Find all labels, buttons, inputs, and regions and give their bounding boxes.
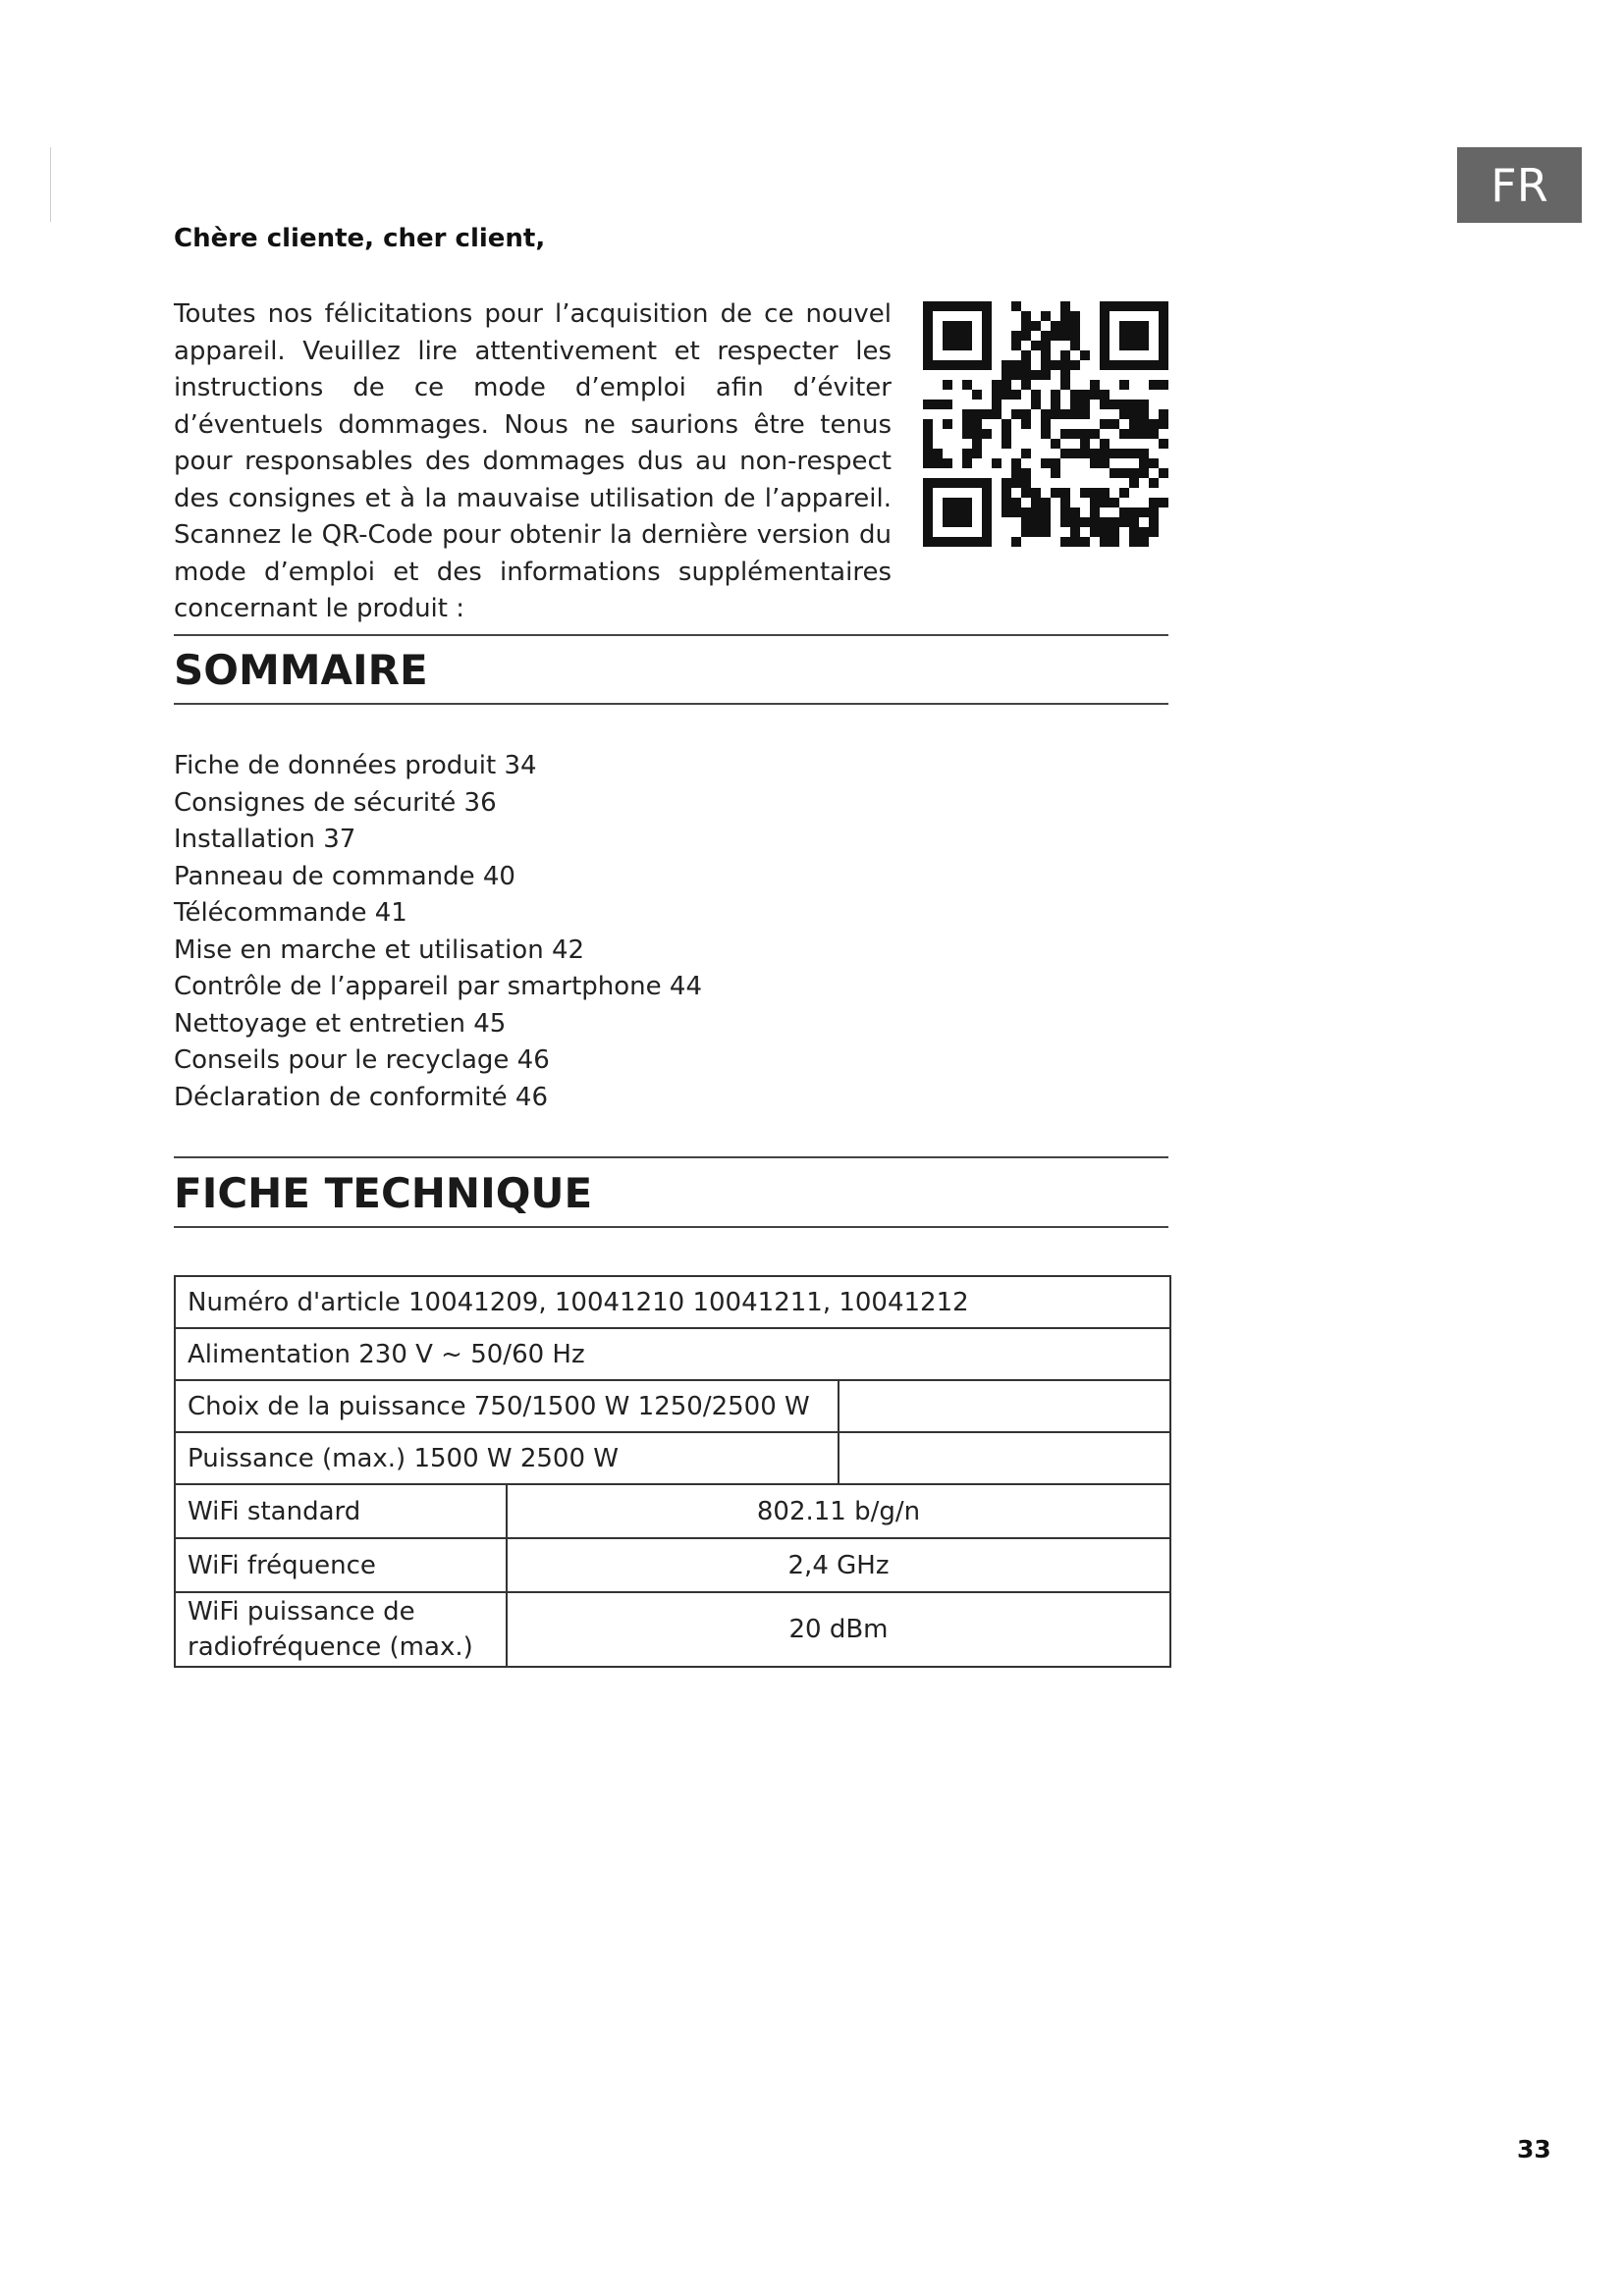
wifi-value: 802.11 b/g/n bbox=[507, 1484, 1170, 1538]
toc-item[interactable]: Fiche de données produit 34 bbox=[174, 751, 537, 780]
fiche-rule-top bbox=[174, 1156, 1168, 1158]
toc-item[interactable]: Installation 37 bbox=[174, 825, 356, 854]
wifi-label: WiFi standard bbox=[175, 1484, 507, 1538]
spec-cell-empty bbox=[839, 1432, 1170, 1484]
sommaire-title: SOMMAIRE bbox=[174, 646, 428, 694]
spec-cell-power-choice: Choix de la puissance 750/1500 W 1250/2500 W bbox=[175, 1380, 839, 1432]
fiche-title: FICHE TECHNIQUE bbox=[174, 1169, 593, 1217]
language-tab: FR bbox=[1457, 147, 1582, 223]
toc-item[interactable]: Nettoyage et entretien 45 bbox=[174, 1008, 507, 1039]
spec-cell-empty bbox=[839, 1380, 1170, 1432]
page-number: 33 bbox=[1517, 2135, 1551, 2163]
table-of-contents bbox=[174, 748, 702, 1116]
wifi-value: 2,4 GHz bbox=[507, 1538, 1170, 1592]
spec-table bbox=[174, 1275, 1171, 1668]
toc-item[interactable]: Mise en marche et utilisation 42 bbox=[174, 934, 585, 965]
toc-item[interactable]: Panneau de commande 40 bbox=[174, 861, 515, 891]
toc-item[interactable]: Contrôle de l’appareil par smartphone 44 bbox=[174, 972, 702, 1001]
table-row bbox=[175, 1276, 1170, 1328]
spec-cell-max-power: Puissance (max.) 1500 W 2500 W bbox=[175, 1432, 839, 1484]
table-row bbox=[175, 1484, 1170, 1538]
qr-code-icon bbox=[923, 301, 1168, 547]
wifi-label: WiFi puissance de radiofréquence (max.) bbox=[175, 1592, 507, 1667]
sommaire-rule-top bbox=[174, 634, 1168, 636]
intro-paragraph: Toutes nos félicitations pour l’acquisition de ce nouvel appareil. Veuillez lire attentivement et respecter les instructions de ce mode d’emploi afin d’éviter d’éventuels dommages. Nous ne saurions être tenus pour responsables des dommages dus au non-respect des consignes et à la mauvaise utilisation de l’appareil. Scannez le QR-Code pour obtenir la dernière version du mode d’emploi et des informations supplémentaires concernant le produit : bbox=[174, 299, 892, 623]
table-row bbox=[175, 1380, 1170, 1432]
table-row bbox=[175, 1592, 1170, 1667]
table-row bbox=[175, 1538, 1170, 1592]
wifi-label: WiFi fréquence bbox=[175, 1538, 507, 1592]
toc-item[interactable]: Conseils pour le recyclage 46 bbox=[174, 1045, 550, 1075]
page-margin-line bbox=[50, 147, 51, 222]
toc-item[interactable]: Télécommande 41 bbox=[174, 898, 407, 928]
sommaire-rule-bottom bbox=[174, 703, 1168, 705]
spec-cell-article-numbers: Numéro d'article 10041209, 10041210 10041211, 10041212 bbox=[175, 1276, 1170, 1328]
spec-cell-power-supply: Alimentation 230 V ~ 50/60 Hz bbox=[175, 1328, 1170, 1380]
toc-item[interactable]: Consignes de sécurité 36 bbox=[174, 787, 497, 818]
table-row bbox=[175, 1328, 1170, 1380]
toc-item[interactable]: Déclaration de conformité 46 bbox=[174, 1082, 548, 1112]
fiche-rule-bottom bbox=[174, 1226, 1168, 1228]
wifi-value: 20 dBm bbox=[507, 1592, 1170, 1667]
table-row bbox=[175, 1432, 1170, 1484]
greeting: Chère cliente, cher client, bbox=[174, 224, 546, 253]
